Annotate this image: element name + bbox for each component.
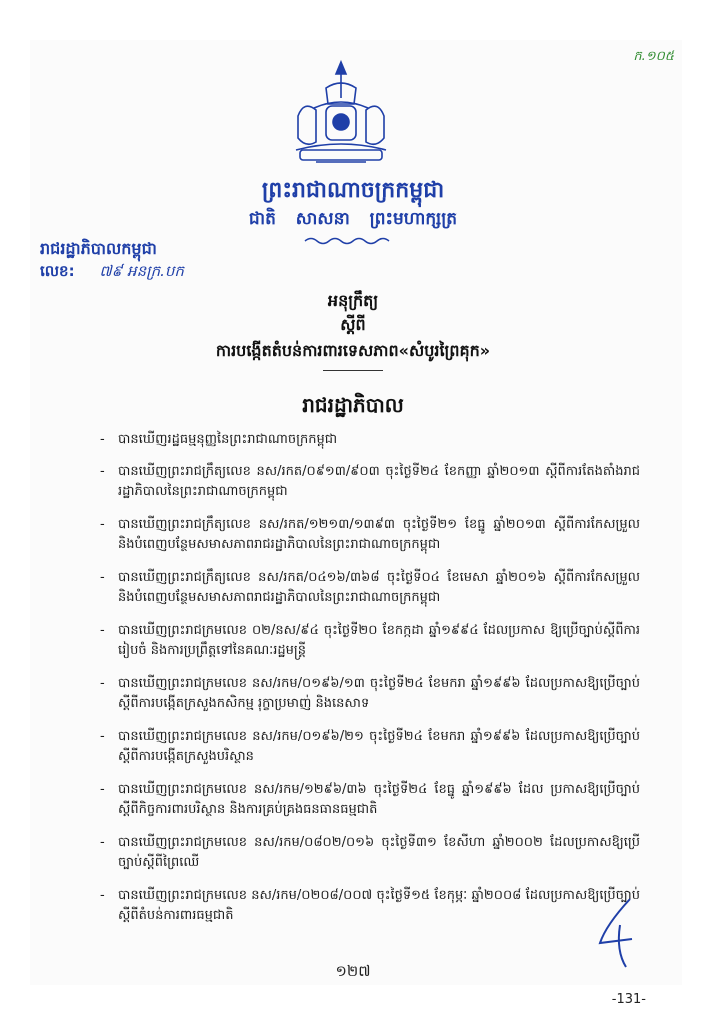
corner-code: ក.១០៥ [633,49,674,64]
kingdom-title: ព្រះរាជាណាចក្រកម្ពុជា [261,178,445,203]
royal-coat-of-arms-emblem [286,58,396,170]
doc-about-heading: ស្តីពី [340,315,366,334]
list-item: - បានឃើញព្រះរាជក្រឹត្យលេខ នស/រកត/១២១៣/១៣៩៣ ចុះថ្ងៃទី២១ ខែធ្នូ ឆ្នាំ២០១៣ ស្តីពីការកែសម្រួល និងបំពេញបន្ថែមសមាសភាពរាជរដ្ឋាភិបាលនៃព្រះរាជាណាចក្រកម្ពុជា [100,517,640,552]
legal-basis-list [100,430,640,939]
reference-number: ៧៩ អនក្រ.បក [99,262,184,280]
reference-line [40,262,184,284]
kingdom-motto: ជាតិ សាសនា ព្រះមហាក្សត្រ [248,209,458,229]
ornament-divider [303,236,393,246]
list-item: - បានឃើញព្រះរាជក្រមលេខ ០២/នស/៩៤ ចុះថ្ងៃទី២០ ខែកក្កដា ឆ្នាំ១៩៩៤ ដែលប្រកាស ឱ្យប្រើច្បាប់ស្តីពីការរៀបចំ និងការប្រព្រឹត្តទៅនៃគណៈរដ្ឋមន្ត្រី [100,623,640,658]
page-number: ១២៧ [335,962,371,980]
list-item: - បានឃើញព្រះរាជក្រឹត្យលេខ នស/រកត/០៤១៦/៣៦៨ ចុះថ្ងៃទី០៤ ខែមេសា ឆ្នាំ២០១៦ ស្តីពីការកែសម្រួល និងបំពេញបន្ថែមសមាសភាពរាជរដ្ឋាភិបាលនៃព្រះរាជាណាចក្រកម្ពុជា [100,570,640,605]
doc-subject-heading: ការបង្កើតតំបន់ការពារទេសភាព«សំបូរព្រៃគុក» [215,341,491,360]
list-item: - បានឃើញព្រះរាជក្រមលេខ នស/រកម/០១៩៦/២១ ចុះថ្ងៃទី២៤ ខែមករា ឆ្នាំ១៩៩៦ ដែលប្រកាសឱ្យប្រើច្បាប់ស្តីពីការបង្កើតក្រសួងបរិស្ថាន [100,729,640,764]
list-item: - បានឃើញព្រះរាជក្រឹត្យលេខ នស/រកត/០៩១៣/៩០៣ ចុះថ្ងៃទី២៤ ខែកញ្ញា ឆ្នាំ២០១៣ ស្តីពីការតែងតាំងរាជរដ្ឋាភិបាលនៃព្រះរាជាណាចក្រកម្ពុជា [100,464,640,499]
doc-type-heading: អនុក្រឹត្យ [327,291,379,310]
reference-label: លេខ: [40,262,75,280]
list-item: - បានឃើញព្រះរាជក្រមលេខ នស/រកម/០៨០២/០១៦ ចុះថ្ងៃទី៣១ ខែសីហា ឆ្នាំ២០០២ ដែលប្រកាសឱ្យប្រើច្បាប់ស្តីពីព្រៃឈើ [100,835,640,870]
issuer-name: រាជរដ្ឋាភិបាលកម្ពុជា [40,239,157,258]
list-item: - បានឃើញព្រះរាជក្រមលេខ នស/រកម/១២៩៦/៣៦ ចុះថ្ងៃទី២៤ ខែធ្នូ ឆ្នាំ១៩៩៦ ដែល ប្រកាសឱ្យប្រើច្បាប់ស្តីពីកិច្ចការពារបរិស្ថាន និងការគ្រប់គ្រងធនធានធម្មជាតិ [100,782,640,817]
government-heading: រាជរដ្ឋាភិបាល [302,393,404,417]
list-item: - បានឃើញរដ្ឋធម្មនុញ្ញនៃព្រះរាជាណាចក្រកម្ពុជា [100,432,338,447]
list-item: - បានឃើញព្រះរាជក្រមលេខ នស/រកម/០១៩៦/១៣ ចុះថ្ងៃទី២៤ ខែមករា ឆ្នាំ១៩៩៦ ដែលប្រកាសឱ្យប្រើច្បាប់ស្តីពីការបង្កើតក្រសួងកសិកម្ម រុក្ខាប្រមាញ់ និងនេសាទ [100,676,640,711]
heading-rule [323,370,383,371]
list-item: - បានឃើញព្រះរាជក្រមលេខ នស/រកម/០២០៨/០០៧ ចុះថ្ងៃទី១៥ ខែកុម្ភៈ ឆ្នាំ២០០៨ ដែលប្រកាសឱ្យប្រើច្បាប់ស្តីពីតំបន់ការពារធម្មជាតិ [100,888,640,923]
book-page-number: -131- [611,992,646,1007]
